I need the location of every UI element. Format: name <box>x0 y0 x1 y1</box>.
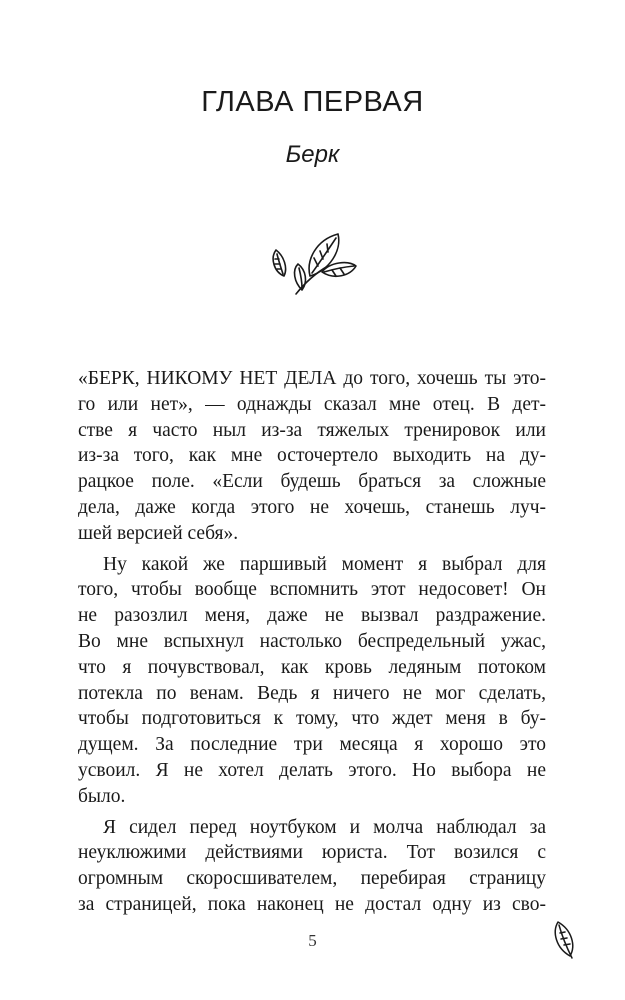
text-line: Ну какой же паршивый момент я выбрал для <box>103 553 546 575</box>
text-line: «БЕРК, НИКОМУ НЕТ ДЕЛА до того, хочешь ты это- <box>78 368 546 389</box>
text-line: за страницей, пока наконец не достал одну из сво- <box>78 893 546 915</box>
text-line: того, чтобы вообще вспомнить этот недосовет! Он <box>78 579 546 601</box>
chapter-subtitle: Берк <box>285 141 340 168</box>
leaf-sprig-icon <box>262 226 362 302</box>
text-line: рацкое поле. «Если будешь браться за сложные <box>78 471 546 493</box>
paragraph <box>78 366 546 547</box>
text-line: дущем. За последние три месяца я хорошо это <box>78 734 546 756</box>
leaf-corner-icon <box>548 918 588 962</box>
text-line: дела, даже когда этого не хочешь, станешь луч- <box>78 496 546 518</box>
text-line: не разозлил меня, даже не вызвал раздражение. <box>78 605 546 627</box>
text-line: стве я часто ныл из-за тяжелых тренировок или <box>78 419 546 441</box>
text-line: го или нет», — однажды сказал мне отец. В дет- <box>78 393 546 415</box>
text-line: неуклюжими действиями юриста. Тот возился с <box>78 842 546 864</box>
page-number: 5 <box>308 931 317 950</box>
text-line: Я сидел перед ноутбуком и молча наблюдал за <box>103 816 546 838</box>
text-line: чтобы подготовиться к тому, что ждет меня в бу- <box>78 708 546 730</box>
text-line: было. <box>78 785 126 807</box>
text-line: Во мне вспыхнул настолько беспредельный ужас, <box>78 630 546 652</box>
text-line: усвоил. Я не хотел делать этого. Но выбора не <box>78 759 546 781</box>
paragraph <box>78 552 546 810</box>
body-text <box>78 366 546 918</box>
text-line: огромным скоросшивателем, перебирая страницу <box>78 868 546 890</box>
text-line: шей версией себя». <box>78 522 239 544</box>
paragraph <box>78 815 546 918</box>
text-line: потекла по венам. Ведь я ничего не мог сделать, <box>78 682 546 704</box>
chapter-title: ГЛАВА ПЕРВАЯ <box>201 86 424 118</box>
text-line: из-за того, как мне осточертело выходить на ду- <box>78 445 546 467</box>
text-line: что я почувствовал, как кровь ледяным потоком <box>78 656 546 678</box>
